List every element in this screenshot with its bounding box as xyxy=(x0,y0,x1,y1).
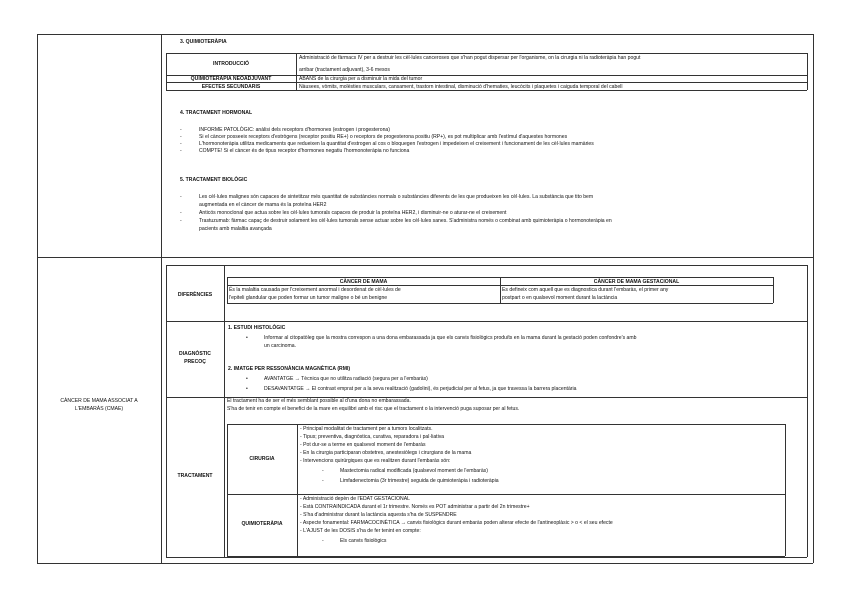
list-item: L'hormonoteràpia utilitza medicaments que redueixen la quantitat d'estrogen al cos o bloquegen l'estrogen i impedeixen el creixement i funcionament de les cèl·lules mamàries xyxy=(199,141,594,147)
diagnostic-item2-title: 2. IMATGE PER RESSONÀNCIA MAGNÈTICA (RMI) xyxy=(228,366,351,372)
list-item: Anticós monoclonal que actua sobre les cèl·lules tumorals capaces de produir la proteïna HER2, i disminuir-ne o aturar-ne el creixement xyxy=(199,210,507,216)
diferencies-col2-text-1: Es defineix com aquell que es diagnostica durant l'embaràs, el primer any xyxy=(502,287,669,293)
outer-right-border xyxy=(813,34,814,563)
list-item: - L'AJUST de les DOSIS s'ha de fer tenint en compte: xyxy=(300,528,421,534)
outer-top-border xyxy=(37,34,813,35)
list-item: Les cèl·lules malignes són capaces de sintetitzar més quantitat de substàncies normals o substàncies diferents de les que produeixen les cèl·lules. La substància que tito bem xyxy=(199,194,594,200)
list-item: - Aspecte fonamental: FARMACOCINÈTICA → canvis fisiològics durant embaràs poden alterar efecte de l'antineoplàsic > o < el seu efecte xyxy=(300,520,613,526)
list-item: - Pot dur-se a terme en qualsevol moment de l'embaràs xyxy=(300,442,426,448)
cmae-label-line2: L'EMBARÀS (CMAE) xyxy=(74,406,124,412)
diagnostic-item1-text-1: Informar al citopatòleg que la mostra correspon a una dona embarassada ja que els canvis fisiològics produïts en la mama durant la gestació poden confondre's amb xyxy=(264,335,637,341)
diagnostic-item1-title: 1. ESTUDI HISTOLÒGIC xyxy=(228,325,286,331)
diferencies-col2-header: CÀNCER DE MAMA GESTACIONAL xyxy=(593,279,680,285)
outer-left-border xyxy=(37,34,38,563)
tractament-label: TRACTAMENT xyxy=(177,473,213,479)
list-item: Trastuzumab: fàrmac capaç de destruir solament les cèl·lules tumorals sense actuar sobre les cèl·lules sanes. S'administra només o combinat amb quimioteràpia o hormonoteràpia en xyxy=(199,218,612,224)
diagnostic-label-1: DIAGNÒSTIC xyxy=(179,351,211,357)
list-item: COMPTE! Si el càncer és de tipus receptor d'hormones negatiu l'hormonoteràpia no funciona xyxy=(199,148,410,154)
list-item: INFORME PATOLÒGIC: anàlisi dels receptors d'hormones (estrogen i progesterona) xyxy=(199,127,390,133)
section5-heading: 5. TRACTAMENT BIOLÒGIC xyxy=(180,177,248,183)
diagnostic-item2-bullet-1: AVANTATGE → Tècnica que no utilitza radiació (segura per a l'embaràs) xyxy=(264,376,428,382)
list-item: Si el càncer posseeix receptors d'estrògens (receptor positiu RE+) o receptors de progesterona positiu (RP+), es pot multiplicar amb l'estímul d'aquestes hormones xyxy=(199,134,568,140)
list-item: Limfadenectomia (3r trimestre) seguida de quimioteràpia i radioteràpia xyxy=(340,478,499,484)
diagnostic-item2-bullet-2: DESAVANTATGE → El contrast emprat per a la seva realització (gadolini), és perjudicial per al fetus, ja que travessa la barrera placentària xyxy=(264,386,577,392)
diferencies-label: DIFERÈNCIES xyxy=(177,292,213,298)
tractament-intro-1: El tractament ha de ser el més semblant possible al d'una dona no embarassada. xyxy=(227,398,411,404)
diferencies-col1-header: CÀNCER DE MAMA xyxy=(339,279,388,285)
list-item-cont: pacients amb malaltia avançada xyxy=(199,226,272,232)
outer-bottom-border xyxy=(37,563,813,564)
section3-heading: 3. QUIMIOTERÀPIA xyxy=(180,39,227,45)
chemo-row-text-neoadjuvant: ABANS de la cirurgia per a disminuir la mida del tumor xyxy=(299,76,423,82)
diferencies-col1-text-1: És la malaltia causada per l'creixement anormal i desordenat de cèl·lules de xyxy=(229,287,401,293)
list-item: - En la cirurgia participaran obstetres, anestesiòlegs i cirurgians de la mama xyxy=(300,450,472,456)
diferencies-col2-text-2: postpart o en qualsevol moment durant la lactància xyxy=(502,295,618,301)
chemo-row-text-intro-2: arribar (tractament adjuvant), 3-6 mesos xyxy=(299,67,390,73)
list-item: - Intervencions quirúrgiques que es realitzen durant l'embaràs són: xyxy=(300,458,451,464)
cirurgia-label: CIRURGIA xyxy=(249,456,275,462)
section4-heading: 4. TRACTAMENT HORMONAL xyxy=(180,110,253,116)
chemo-row-label-neoadjuvant: QUIMIOTERÀPIA NEOADJUVANT xyxy=(190,76,272,82)
list-item: Mastectomia radical modificada (qualsevol moment de l'embaràs) xyxy=(340,468,488,474)
cmae-label-line1: CÀNCER DE MAMA ASSOCIAT A xyxy=(60,398,138,404)
list-item: - Administració depèn de l'EDAT GESTACIONAL xyxy=(300,496,410,502)
outer-col-divider xyxy=(161,34,162,563)
list-item: - Principal modalitat de tractament per a tumors localitzats. xyxy=(300,426,433,432)
list-item: - Està CONTRAINDICADA durant el 1r trimestre. Només es POT administrar a partir del 2n trimestre+ xyxy=(300,504,530,510)
quimio-label: QUIMIOTERÀPIA xyxy=(241,521,283,527)
chemo-row-label-intro: INTRODUCCIÓ xyxy=(213,61,249,67)
list-item: Els canvis fisiològics xyxy=(340,538,387,544)
diagnostic-item1-text-2: un carcinoma. xyxy=(264,343,296,349)
tractament-intro-2: S'ha de tenir en compte el benefici de la mare en equilibri amb el risc que el tractament o la intervenció puga suposar per al fetus. xyxy=(227,406,520,412)
chemo-row-text-intro-1: Administració de fàrmacs IV per a destruir les cèl·lules canceroses que s'han pogut dispersar per l'organisme, on la cirurgia ni la radioteràpia han pogut xyxy=(299,55,641,61)
diagnostic-label-2: PRECOÇ xyxy=(184,359,206,365)
list-item: - S'ha d'administrar durant la lactància aquesta s'ha de SUSPENDRE xyxy=(300,512,457,518)
chemo-row-label-effects: EFECTES SECUNDARIS xyxy=(201,84,261,90)
list-item-cont: augmentada en el càncer de mama és la proteïna HER2 xyxy=(199,202,327,208)
diferencies-col1-text-2: l'epiteli glandular que poden formar un tumor maligne o bé un benigne xyxy=(229,295,388,301)
list-item: - Tipus; preventiva, diagnòstica, curativa, reparadora i pal·liativa xyxy=(300,434,445,440)
outer-row-divider xyxy=(37,257,813,258)
chemo-row-text-effects: Nàusees, vòmits, molèsties musculars, cansament, trastorn intestinal, disminució d'hematies, leucòcits i plaquetes i caiguda temporal del cabell xyxy=(299,84,623,90)
